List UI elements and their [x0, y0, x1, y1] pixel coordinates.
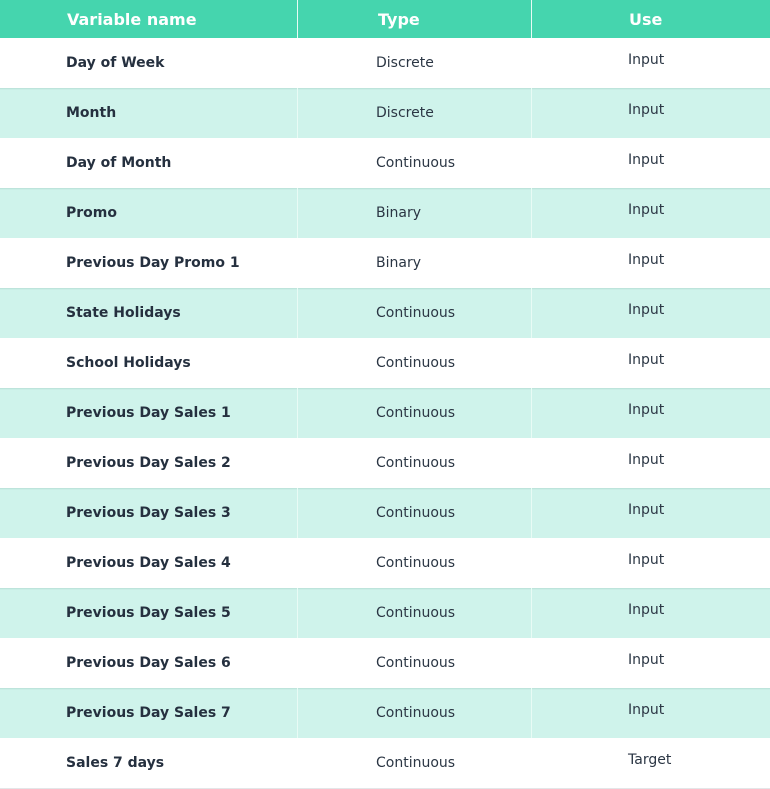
- table-row: [0, 688, 770, 738]
- cell-type: Continuous: [298, 738, 532, 788]
- header-variable-name: Variable name: [0, 0, 298, 38]
- cell-use: Input: [628, 152, 665, 168]
- cell-variable-name: School Holidays: [0, 338, 298, 388]
- cell-type: Continuous: [298, 538, 532, 588]
- cell-use: Input: [628, 202, 665, 218]
- cell-variable-name: Sales 7 days: [0, 738, 298, 788]
- table-row: [0, 738, 770, 788]
- cell-use: Input: [628, 502, 665, 518]
- cell-type: Continuous: [298, 438, 532, 488]
- table-row: [0, 188, 770, 238]
- table-row: [0, 88, 770, 138]
- cell-variable-name: Promo: [0, 188, 298, 238]
- cell-use: Input: [628, 452, 665, 468]
- cell-variable-name: Previous Day Sales 5: [0, 588, 298, 638]
- cell-variable-name: Previous Day Sales 3: [0, 488, 298, 538]
- cell-variable-name: Previous Day Promo 1: [0, 238, 298, 288]
- table-row: [0, 488, 770, 538]
- table-row: [0, 638, 770, 688]
- table-row: [0, 538, 770, 588]
- cell-use: Input: [628, 552, 665, 568]
- cell-use: Input: [628, 252, 665, 268]
- cell-type: Continuous: [298, 588, 532, 638]
- cell-variable-name: Previous Day Sales 4: [0, 538, 298, 588]
- cell-use: Input: [628, 402, 665, 418]
- cell-use: Target: [628, 752, 672, 768]
- cell-type: Continuous: [298, 488, 532, 538]
- cell-type: Continuous: [298, 638, 532, 688]
- cell-type: Continuous: [298, 688, 532, 738]
- cell-type: Discrete: [298, 38, 532, 88]
- cell-variable-name: Month: [0, 88, 298, 138]
- table-header: [0, 0, 770, 38]
- table-row: [0, 588, 770, 638]
- table-row: [0, 388, 770, 438]
- cell-type: Continuous: [298, 138, 532, 188]
- cell-use: Input: [628, 102, 665, 118]
- cell-variable-name: Previous Day Sales 1: [0, 388, 298, 438]
- table-row: [0, 438, 770, 488]
- cell-use: Input: [628, 702, 665, 718]
- table-body: [0, 38, 770, 788]
- cell-use: Input: [628, 52, 665, 68]
- table-row: [0, 338, 770, 388]
- cell-type: Binary: [298, 188, 532, 238]
- header-type: Type: [298, 0, 532, 38]
- cell-variable-name: Day of Week: [0, 38, 298, 88]
- cell-type: Discrete: [298, 88, 532, 138]
- table-row: [0, 38, 770, 88]
- table-row: [0, 238, 770, 288]
- cell-type: Binary: [298, 238, 532, 288]
- cell-variable-name: Day of Month: [0, 138, 298, 188]
- cell-type: Continuous: [298, 288, 532, 338]
- cell-use: Input: [628, 652, 665, 668]
- cell-use: Input: [628, 302, 665, 318]
- cell-type: Continuous: [298, 388, 532, 438]
- table-row: [0, 138, 770, 188]
- cell-variable-name: Previous Day Sales 7: [0, 688, 298, 738]
- cell-variable-name: Previous Day Sales 6: [0, 638, 298, 688]
- cell-use: Input: [628, 602, 665, 618]
- cell-variable-name: State Holidays: [0, 288, 298, 338]
- cell-use: Input: [628, 352, 665, 368]
- cell-type: Continuous: [298, 338, 532, 388]
- header-use: Use: [629, 9, 663, 29]
- cell-variable-name: Previous Day Sales 2: [0, 438, 298, 488]
- table-row: [0, 288, 770, 338]
